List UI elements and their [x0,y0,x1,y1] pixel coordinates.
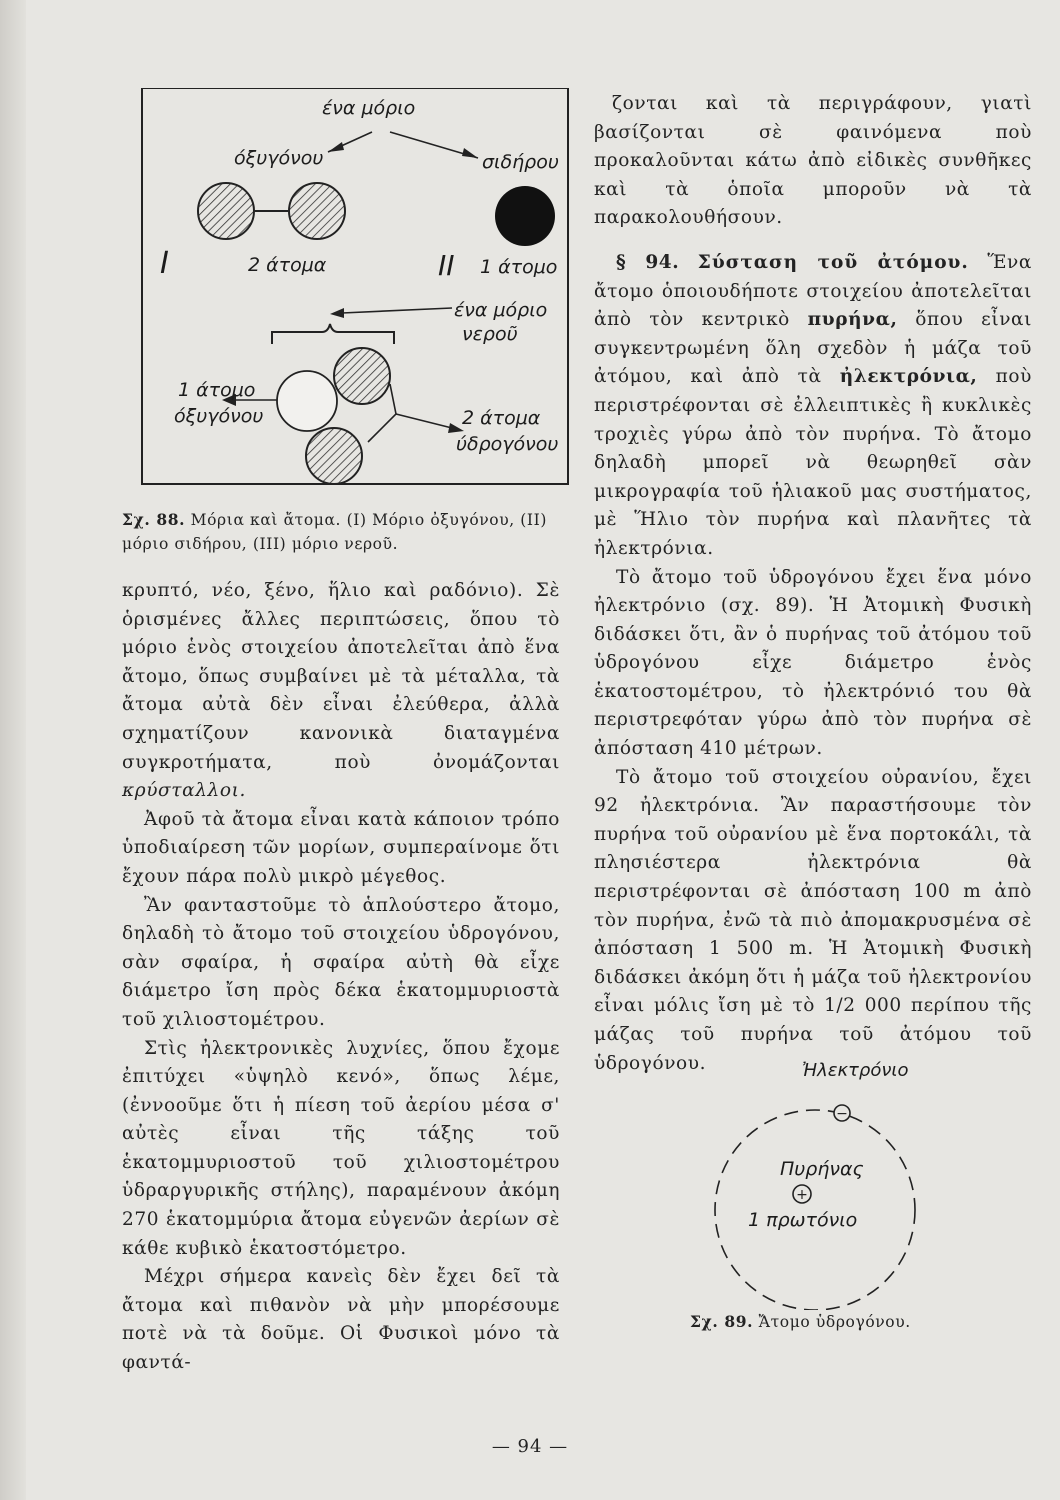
oxygen-atom-1 [198,183,254,239]
hydrogen-atom-1 [334,348,390,404]
term-crystals: κρύσταλλοι. [122,780,246,802]
figure-89-hydrogen-atom [680,1050,960,1310]
left-paragraph-1-text: κρυπτό, νέο, ξένο, ἥλιο καὶ ραδόνιο). Σὲ ὁρισμένες ἄλλες περιπτώσεις, ὅπου τὸ μόριο ἑνὸς στοιχείου ἀποτελεῖται ἀπὸ ἕνα ἄτομο, ὅπως συμβαίνει μὲ τὰ μέταλλα, τὰ ἄτομα αὐτὰ δὲν εἶναι ἐλεύθερα, ἀλλὰ σχηματίζουν κανονικὰ διαταγμένα συγκροτήματα, ποὺ ὀνομάζονται [122,580,560,773]
left-paragraph-5: Μέχρι σήμερα κανεὶς δὲν ἔχει δεῖ τὰ ἄτομα καὶ πιθανὸν νὰ μὴν μπορέσουμε ποτὲ νὰ τὰ δοῦμε. Οἱ Φυσικοὶ μόνο τὰ φαντά- [122,1266,560,1374]
hydrogen-atom-2 [306,428,362,484]
page-edge [0,0,26,1500]
label-oxygen: όξυγόνου [234,147,324,169]
label-two-atoms: 2 άτομα [248,254,327,276]
left-paragraph-1 [122,577,560,806]
left-paragraph-3: Ἂν φανταστοῦμε τὸ ἁπλούστερο ἄτομο, δηλαδὴ τὸ ἄτομο τοῦ στοιχείου ὑδρογόνου, σὰν σφαίρα, ἡ σφαίρα αὐτὴ θὰ εἶχε διάμετρο ἴση πρὸς δέκα ἑκατομμυριοστὰ τοῦ χιλιοστομέτρου. [122,894,560,1030]
figure-88-molecules [122,88,570,496]
left-paragraph-2: Ἀφοῦ τὰ ἄτομα εἶναι κατὰ κάποιον τρόπο ὑποδιαίρεση τῶν μορίων, συμπεραίνομε ὅτι ἔχουν πάρα πολὺ μικρὸ μέγεθος. [122,808,560,887]
section-text-b: ὅπου εἶναι συγκεντρωμένη ὅλη σχεδὸν ἡ μάζα τοῦ ἀτόμου, καὶ ἀπὸ τὰ [594,309,1032,388]
term-electrons: ἠλεκτρόνια, [839,366,978,388]
figure-88-caption [122,508,572,556]
arrow-hydrogen-atoms [396,414,452,428]
label-one-molecule: ένα μόριο [322,97,416,119]
label-electron: Ἠλεκτρόνιο [802,1060,909,1081]
section-text-a: Ἕνα ἄτομο ὁποιουδήποτε στοιχείου ἀποτελεῖται ἀπὸ τὸν κεντρικὸ [594,251,1032,331]
numeral-two: II [438,249,455,282]
left-column [122,577,560,1378]
arrowhead-iron [462,148,478,158]
figure-88-caption-text: Μόρια καὶ ἄτομα. (I) Μόριο ὀξυγόνου, (II) μόριο σιδήρου, (III) μόριο νεροῦ. [122,511,548,553]
section-94-paragraph [594,249,1032,564]
label-iron: σιδήρου [482,151,559,173]
right-paragraph-0: ζονται καὶ τὰ περιγράφουν, γιατὶ βασίζονται σὲ φαινόμενα ποὺ προκαλοῦνται κάτω ἀπὸ εἰδικὲς συνθῆκες καὶ τὰ ὁποῖα μποροῦν νὰ τὰ παρακολουθήσουν. [594,93,1032,229]
right-paragraph-2: Τὸ ἄτομο τοῦ ὑδρογόνου ἔχει ἕνα μόνο ἠλεκτρόνιο (σχ. 89). Ἡ Ἀτομικὴ Φυσικὴ διδάσκει ὅτι, ἂν ὁ πυρήνας τοῦ ἀτόμου τοῦ ὑδρογόνου εἶχε διάμετρο ἑνὸς ἑκατοστομέτρου, τὸ ἠλεκτρόνιό του θὰ περιστρεφόταν γύρω ἀπὸ τὸν πυρήνα σὲ ἀπόσταση 410 μέτρων. [594,566,1032,760]
arrow-water [342,308,452,313]
label-h-atoms-2: ύδρογόνου [456,433,559,455]
label-one-atom: 1 άτομο [480,256,558,278]
label-o-atom-2: όξυγόνου [174,405,264,427]
iron-atom [495,186,555,246]
section-text-c: ποὺ περιστρέφονται σὲ ἐλλειπτικὲς ἢ κυκλικὲς τροχιὲς γύρω ἀπὸ τὸν πυρήνα. Τὸ ἄτομο δηλαδὴ μπορεῖ νὰ θεωρηθεῖ σὰν μικρογραφία τοῦ ἡλιακοῦ μας συστήματος, μὲ Ἥλιο τὸν πυρήνα καὶ πλανῆτες τὰ ἠλεκτρόνια. [594,366,1033,559]
figure-89-caption [690,1310,1010,1334]
figure-88-label: Σχ. 88. [122,510,186,529]
page-number: — 94 — [491,1436,569,1457]
label-proton: 1 πρωτόνιο [748,1209,858,1231]
numeral-one: I [160,246,169,281]
section-number: § 94. [616,251,680,273]
left-paragraph-4: Στὶς ἠλεκτρονικὲς λυχνίες, ὅπου ἔχομε ἐπιτύχει «ὑψηλὸ κενό», ὅπως λέμε, (ἐννοοῦμε ὅτι ἡ πίεση τοῦ ἀερίου μέσα σ' αὐτὲς εἶναι τῆς τάξης τοῦ ἑκατομμυριοστοῦ τοῦ χιλιοστομέτρου ὑδραργυρικῆς στήλης), παραμένουν ἀκόμη 270 ἑκατομμύρια ἄτομα εὐγενῶν ἀερίων σὲ κάθε κυβικὸ ἑκατοστόμετρο. [122,1037,560,1259]
arrowhead-oxygen [328,142,344,152]
term-nucleus: πυρήνα, [807,309,898,331]
oxygen-atom-water [277,371,337,431]
label-water-molecule-2: νεροῦ [462,323,518,345]
nucleus-plus-sign: + [796,1187,808,1203]
right-paragraph-3: Τὸ ἄτομο τοῦ στοιχείου οὐρανίου, ἔχει 92 ἠλεκτρόνια. Ἂν παραστήσουμε τὸν πυρήνα τοῦ οὐρανίου μὲ ἕνα πορτοκάλι, τὰ πλησιέστερα ἠλεκτρόνια θὰ περιστρέφονται σὲ ἀπόσταση 100 m ἀπὸ τὸν πυρήνα, ἐνῶ τὰ πιὸ ἀπομακρυσμένα σὲ ἀπόσταση 1 500 m. Ἡ Ἀτομικὴ Φυσικὴ διδάσκει ἀκόμη ὅτι ἡ μάζα τοῦ ἠλεκτρονίου εἶναι μόλις ἴση μὲ τὸ 1/2 000 περίπου τῆς μάζας τοῦ πυρήνα τοῦ ἀτόμου τοῦ ὑδρογόνου. [594,766,1032,1074]
right-column [594,90,1032,1078]
arrowhead-water [330,308,344,318]
electron-minus-sign: − [836,1106,848,1122]
oxygen-atom-2 [289,183,345,239]
label-nucleus: Πυρήνας [780,1158,864,1180]
label-o-atom-1: 1 άτομο [178,379,256,401]
figure-89-caption-text: Ἄτομο ὑδρογόνου. [758,1313,911,1331]
water-brace [272,324,394,344]
figure-89-label: Σχ. 89. [690,1312,754,1331]
label-water-molecule-1: ένα μόριο [454,299,548,321]
label-h-atoms-1: 2 άτομα [462,407,541,429]
section-title: Σύσταση τοῦ ἀτόμου. [697,251,969,273]
